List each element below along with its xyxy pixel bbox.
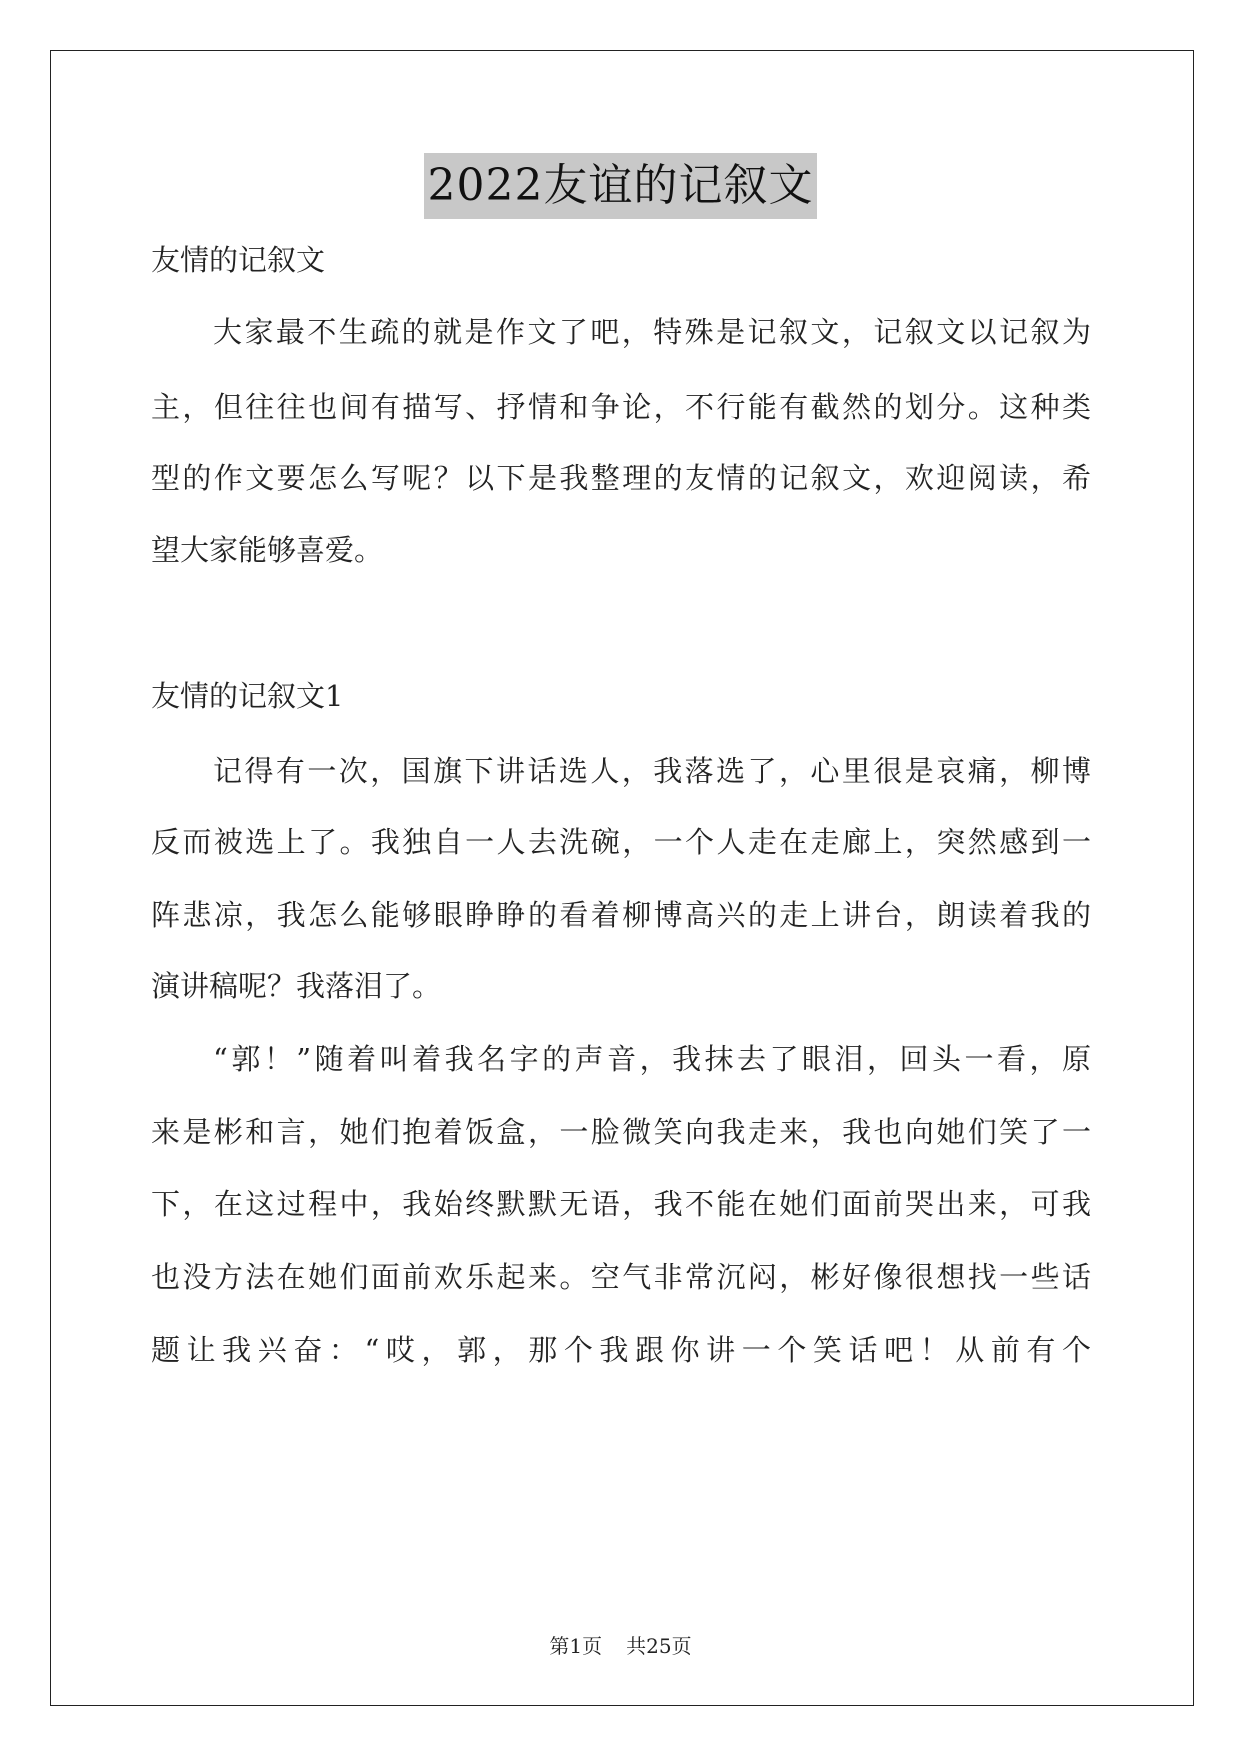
paragraph-line: 阵悲凉，我怎么能够眼睁睁的看着柳博高兴的走上讲台，朗读着我的 — [151, 898, 1091, 932]
paragraph-line: 记得有一次，国旗下讲话选人，我落选了，心里很是哀痛，柳博 — [213, 754, 1091, 788]
paragraph-line: 演讲稿呢？我落泪了。 — [151, 969, 442, 1003]
paragraph-line: 下，在这过程中，我始终默默无语，我不能在她们面前哭出来，可我 — [151, 1187, 1091, 1221]
paragraph-line: 主，但往往也间有描写、抒情和争论，不行能有截然的划分。这种类 — [151, 390, 1091, 424]
paragraph-line: 大家最不生疏的就是作文了吧，特殊是记叙文，记叙文以记叙为 — [213, 315, 1091, 349]
paragraph-line: 题让我兴奋：“哎，郭，那个我跟你讲一个笑话吧！从前有个 — [151, 1333, 1091, 1367]
page-footer — [0, 1632, 1241, 1660]
page-border — [50, 50, 1194, 1706]
paragraph-line: 也没方法在她们面前欢乐起来。空气非常沉闷，彬好像很想找一些话 — [151, 1260, 1091, 1294]
page-number: 第1页 — [549, 1634, 603, 1658]
page-total: 共25页 — [626, 1634, 692, 1658]
paragraph-line: 望大家能够喜爱。 — [151, 533, 384, 567]
intro-heading: 友情的记叙文 — [151, 243, 326, 277]
paragraph-line: 来是彬和言，她们抱着饭盒，一脸微笑向我走来，我也向她们笑了一 — [151, 1115, 1091, 1149]
paragraph-line: 反而被选上了。我独自一人去洗碗，一个人走在走廊上，突然感到一 — [151, 825, 1091, 859]
paragraph-line: 型的作文要怎么写呢？以下是我整理的友情的记叙文，欢迎阅读，希 — [151, 461, 1091, 495]
title-container — [0, 153, 1241, 219]
section-heading: 友情的记叙文1 — [151, 679, 344, 713]
document-title: 2022友谊的记叙文 — [424, 153, 818, 219]
paragraph-line: “郭！”随着叫着我名字的声音，我抹去了眼泪，回头一看，原 — [213, 1042, 1091, 1076]
